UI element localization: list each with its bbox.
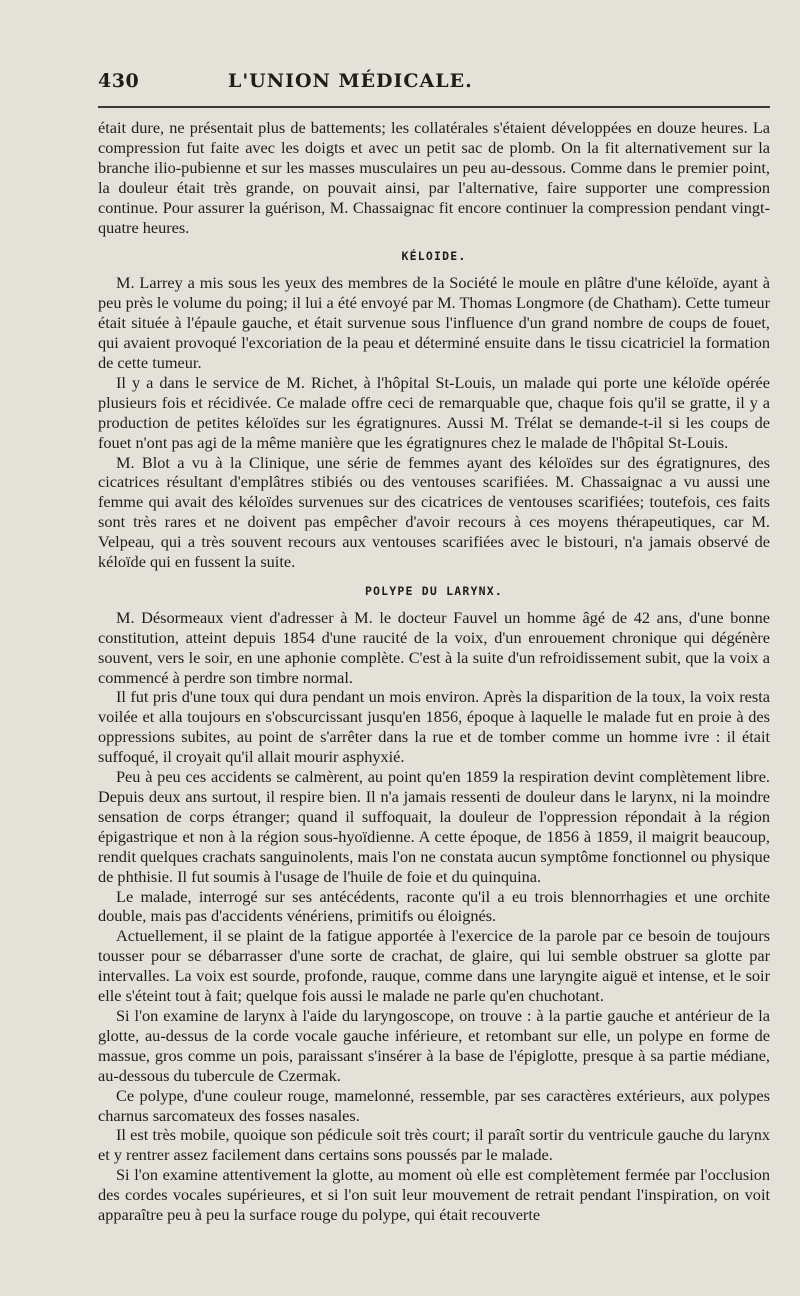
continuation-paragraph: était dure, ne présentait plus de battements; les collatérales s'étaient développées en douze heures. La compression fut faite avec les doigts et avec un petit sac de plomb. On la fit alternativement sur la branche ilio-pubienne et sur les masses musculaires un peu au-dessous. Comme dans le premier point, la douleur était très grande, on pouvait ainsi, par l'alternative, faire supporter une compression continue. Pour assurer la guérison, M. Chassaignac fit encore continuer la compression pendant vingt-quatre heures. bbox=[98, 118, 770, 237]
paragraph: Le malade, interrogé sur ses antécédents, raconte qu'il a eu trois blennorrhagies et une orchite double, mais pas d'accidents vénériens, primitifs ou éloignés. bbox=[98, 886, 770, 926]
page-header bbox=[98, 70, 770, 98]
paragraph: Si l'on examine attentivement la glotte, au moment où elle est complètement fermée par l'occlusion des cordes vocales supérieures, et si l'on suit leur mouvement de retrait pendant l'inspiration, on voit apparaître peu à peu la surface rouge du polype, qui était recouverte bbox=[98, 1165, 770, 1225]
section-heading-keloide: KÉLOIDE. bbox=[401, 249, 467, 264]
article-body bbox=[98, 118, 770, 1225]
header-rule bbox=[98, 106, 770, 108]
running-title: L'UNION MÉDICALE. bbox=[228, 70, 473, 92]
paragraph: M. Blot a vu à la Clinique, une série de femmes ayant des kéloïdes sur des égratignures, des cicatrices résultant d'emplâtres stibiés ou des ventouses scarifiées. M. Chassaignac a vu aussi une femme qui avait des kéloïdes survenues sur des cicatrices de ventouses scarifiées; toutefois, ces faits sont très rares et ne doivent pas empêcher d'avoir recours à ces moyens thérapeutiques, car M. Velpeau, qui a très souvent recours aux ventouses scarifiées avec le bistouri, n'a jamais observé de kéloïde qui en fussent la suite. bbox=[98, 452, 770, 572]
section-heading-polype: POLYPE DU LARYNX. bbox=[364, 583, 504, 598]
paragraph: Si l'on examine de larynx à l'aide du laryngoscope, on trouve : à la partie gauche et antérieur de la glotte, au-dessus de la corde vocale gauche inférieure, et retombant sur elle, un polype en forme de massue, gros comme un pois, paraissant s'insérer à la base de l'épiglotte, presque à sa partie médiane, au-dessous du tubercule de Czermak. bbox=[98, 1005, 770, 1085]
page-number: 430 bbox=[98, 70, 140, 92]
paragraph: Actuellement, il se plaint de la fatigue apportée à l'exercice de la parole par ce besoin de toujours tousser pour se débarrasser d'une sorte de crachat, de glaire, qui lui semble obstruer sa glotte par intervalles. La voix est sourde, profonde, rauque, comme dans une laryngite aiguë et intense, et le soir elle s'éteint tout à fait; quelque fois aussi le malade ne parle qu'en chuchotant. bbox=[98, 926, 770, 1006]
paragraph: M. Larrey a mis sous les yeux des membres de la Société le moule en plâtre d'une kéloïde, ayant à peu près le volume du poing; il lui a été envoyé par M. Thomas Longmore (de Chatham). Cette tumeur était située à l'épaule gauche, et était survenue sous l'influence d'un grand nombre de coups de fouet, qui avaient provoqué l'excoriation de la peau et déterminé ensuite dans le tissu cicatriciel la formation de cette tumeur. bbox=[98, 273, 770, 372]
paragraph: M. Désormeaux vient d'adresser à M. le docteur Fauvel un homme âgé de 42 ans, d'une bonne constitution, atteint depuis 1854 d'une raucité de la voix, d'un enrouement chronique qui dégénère souvent, vers le soir, en une aphonie complète. C'est à la suite d'un refroidissement subit, que la voix a commencé à perdre son timbre normal. bbox=[98, 607, 770, 687]
paragraph: Il fut pris d'une toux qui dura pendant un mois environ. Après la disparition de la toux, la voix resta voilée et alla toujours en s'obscurcissant jusqu'en 1856, époque à laquelle le malade fut en proie à des oppressions subites, au point de s'arrêter dans la rue et de tomber comme un homme ivre : il était suffoqué, il croyait qu'il allait mourir asphyxié. bbox=[98, 687, 770, 767]
paragraph: Il est très mobile, quoique son pédicule soit très court; il paraît sortir du ventricule gauche du larynx et y rentrer assez facilement dans certains sons poussés par le malade. bbox=[98, 1125, 770, 1165]
paragraph: Il y a dans le service de M. Richet, à l'hôpital St-Louis, un malade qui porte une kéloïde opérée plusieurs fois et récidivée. Ce malade offre ceci de remarquable que, chaque fois qu'il se gratte, il y a production de petites kéloïdes sur les égratignures. Aussi M. Trélat se demande-t-il si les coups de fouet n'ont pas agi de la même manière que les égratignures chez le malade de l'hôpital St-Louis. bbox=[98, 372, 770, 452]
paragraph: Ce polype, d'une couleur rouge, mamelonné, ressemble, par ses caractères extérieurs, aux polypes charnus sarcomateux des fosses nasales. bbox=[98, 1085, 770, 1125]
paragraph: Peu à peu ces accidents se calmèrent, au point qu'en 1859 la respiration devint complètement libre. Depuis deux ans surtout, il respire bien. Il n'a jamais ressenti de douleur dans le larynx, ni la moindre sensation de corps étranger; quand il suffoquait, la douleur de l'oppression répondait à la région épigastrique et non à la région sous-hyoïdienne. A cette époque, de 1856 à 1859, il maigrit beaucoup, rendit quelques crachats sanguinolents, mais l'on ne constata aucun symptôme fonctionnel ou physique de phthisie. Il fut soumis à l'usage de l'huile de foie et du quinquina. bbox=[98, 767, 770, 886]
